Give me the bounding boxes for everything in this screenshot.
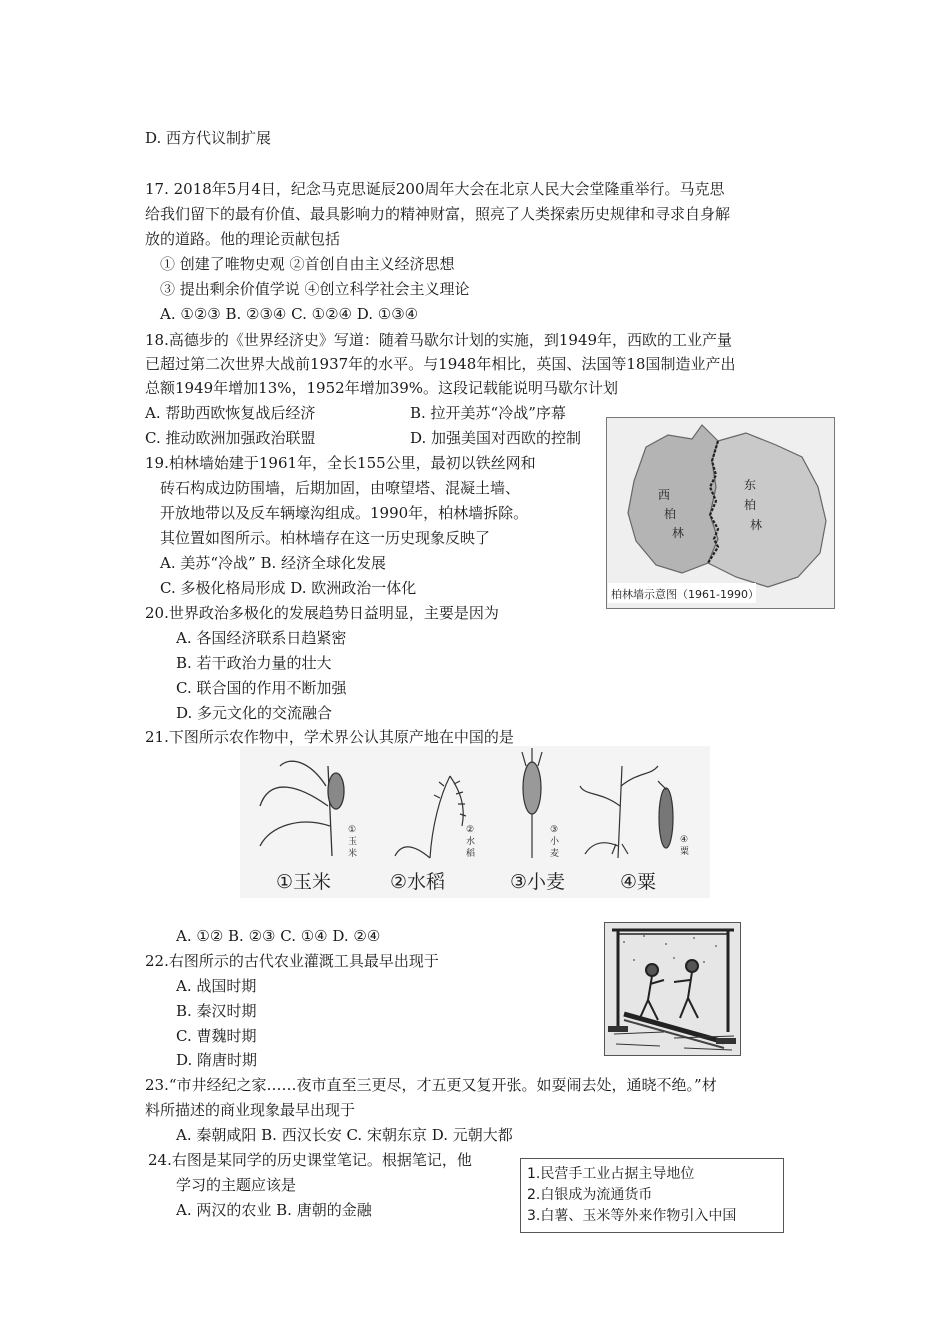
q20-option-c: C. 联合国的作用不断加强 [176,679,347,697]
west-label-2: 柏 [664,507,677,521]
q19-line-1: 19.柏林墙始建于1961年，全长155公里，最初以铁丝网和 [145,454,536,472]
millet-small-1: 粟 [680,847,690,857]
east-label-2: 柏 [744,498,757,512]
q17-line-1: 17. 2018年5月4日，纪念马克思诞辰200周年大会在北京人民大会堂隆重举行。马克思 [145,180,725,198]
note-item-1: 1.民营手工业占据主导地位 [527,1166,695,1182]
west-label-3: 林 [672,526,685,540]
q24-line-1: 24.右图是某同学的历史课堂笔记。根据笔记，他 [148,1151,472,1169]
q24-options: A. 两汉的农业 B. 唐朝的金融 [176,1201,372,1219]
q17-line-2: 给我们留下的最有价值、最具影响力的精神财富，照亮了人类探索历史规律和寻求自身解 [145,205,731,223]
note-item-2: 2.白银成为流通货币 [527,1187,653,1203]
q24-line-2: 学习的主题应该是 [176,1176,297,1194]
corn-small-1: 玉 [348,837,358,847]
q18-option-c: C. 推动欧洲加强政治联盟 [145,429,316,447]
q22-option-a: A. 战国时期 [176,977,257,995]
q17-item-2: ③ 提出剩余价值学说 ④创立科学社会主义理论 [160,280,470,298]
q22-stem: 22.右图所示的古代农业灌溉工具最早出现于 [145,952,439,970]
q17-item-1: ① 创建了唯物史观 ②首创自由主义经济思想 [160,255,455,273]
rice-small-num: ② [466,825,475,835]
q20-option-a: A. 各国经济联系日趋紧密 [176,629,347,647]
caption-wheat: ③小麦 [510,871,566,893]
q23-line-2: 料所描述的商业现象最早出现于 [145,1101,356,1119]
wheat-small-num: ③ [550,825,559,835]
q17-options: A. ①②③ B. ②③④ C. ①②④ D. ①③④ [160,305,419,323]
q18-line-3: 总额1949年增加13%，1952年增加39%。这段记载能说明马歇尔计划 [145,379,619,397]
millet-small-num: ④ [680,835,689,845]
east-label-1: 东 [744,478,757,492]
q18-option-a: A. 帮助西欧恢复战后经济 [145,404,316,422]
q19-line-2: 砖石构成边防围墙，后期加固，由嘹望塔、混凝土墙、 [160,479,521,497]
option-d-q16: D. 西方代议制扩展 [145,129,272,147]
q17-line-3: 放的道路。他的理论贡献包括 [145,230,341,248]
q22-option-b: B. 秦汉时期 [176,1002,257,1020]
q19-line-4: 其位置如图所示。柏林墙存在这一历史现象反映了 [160,529,491,547]
east-label-3: 林 [750,518,763,532]
caption-rice: ②水稻 [390,871,446,893]
caption-corn: ①玉米 [276,871,332,893]
berlin-wall-map [606,417,835,609]
q19-options-cd: C. 多极化格局形成 D. 欧洲政治一体化 [160,579,417,597]
q20-stem: 20.世界政治多极化的发展趋势日益明显，主要是因为 [145,604,499,622]
note-item-3: 3.白薯、玉米等外来作物引入中国 [527,1208,737,1224]
q23-line-1: 23.“市井经纪之家……夜市直至三更尽，才五更又复开张。如耍闹去处，通晓不绝。”材 [145,1076,717,1094]
wheat-small-2: 麦 [550,849,560,859]
q19-options-ab: A. 美苏“冷战” B. 经济全球化发展 [160,554,387,572]
q23-options: A. 秦朝咸阳 B. 西汉长安 C. 宋朝东京 D. 元朝大都 [176,1126,513,1144]
q22-option-d: D. 隋唐时期 [176,1051,258,1069]
crops-figure [240,746,710,898]
q22-option-c: C. 曹魏时期 [176,1027,257,1045]
q18-option-d: D. 加强美国对西欧的控制 [410,429,582,447]
q19-line-3: 开放地带以及反车辆壕沟组成。1990年，柏林墙拆除。 [160,504,529,522]
q21-stem: 21.下图所示农作物中，学术界公认其原产地在中国的是 [145,728,514,746]
q18-line-2: 已超过第二次世界大战前1937年的水平。与1948年相比，英国、法国等18国制造业产出 [145,355,736,373]
q20-option-d: D. 多元文化的交流融合 [176,704,333,722]
class-notes-box [520,1158,784,1233]
rice-small-2: 稻 [466,849,476,859]
west-label-1: 西 [658,488,671,502]
q20-option-b: B. 若干政治力量的壮大 [176,654,332,672]
caption-millet: ④粟 [620,871,657,893]
corn-small-2: 米 [348,849,358,859]
q21-options: A. ①② B. ②③ C. ①④ D. ②④ [176,927,381,945]
irrigation-tool-illustration [604,922,741,1056]
q18-option-b: B. 拉开美苏“冷战”序幕 [410,404,566,422]
q18-line-1: 18.高德步的《世界经济史》写道：随着马歇尔计划的实施，到1949年，西欧的工业产量 [145,331,733,349]
corn-small-num: ① [348,825,357,835]
wheat-small-1: 小 [550,837,560,847]
map-caption: 柏林墙示意图（1961-1990） [611,588,759,601]
rice-small-1: 水 [466,837,476,847]
